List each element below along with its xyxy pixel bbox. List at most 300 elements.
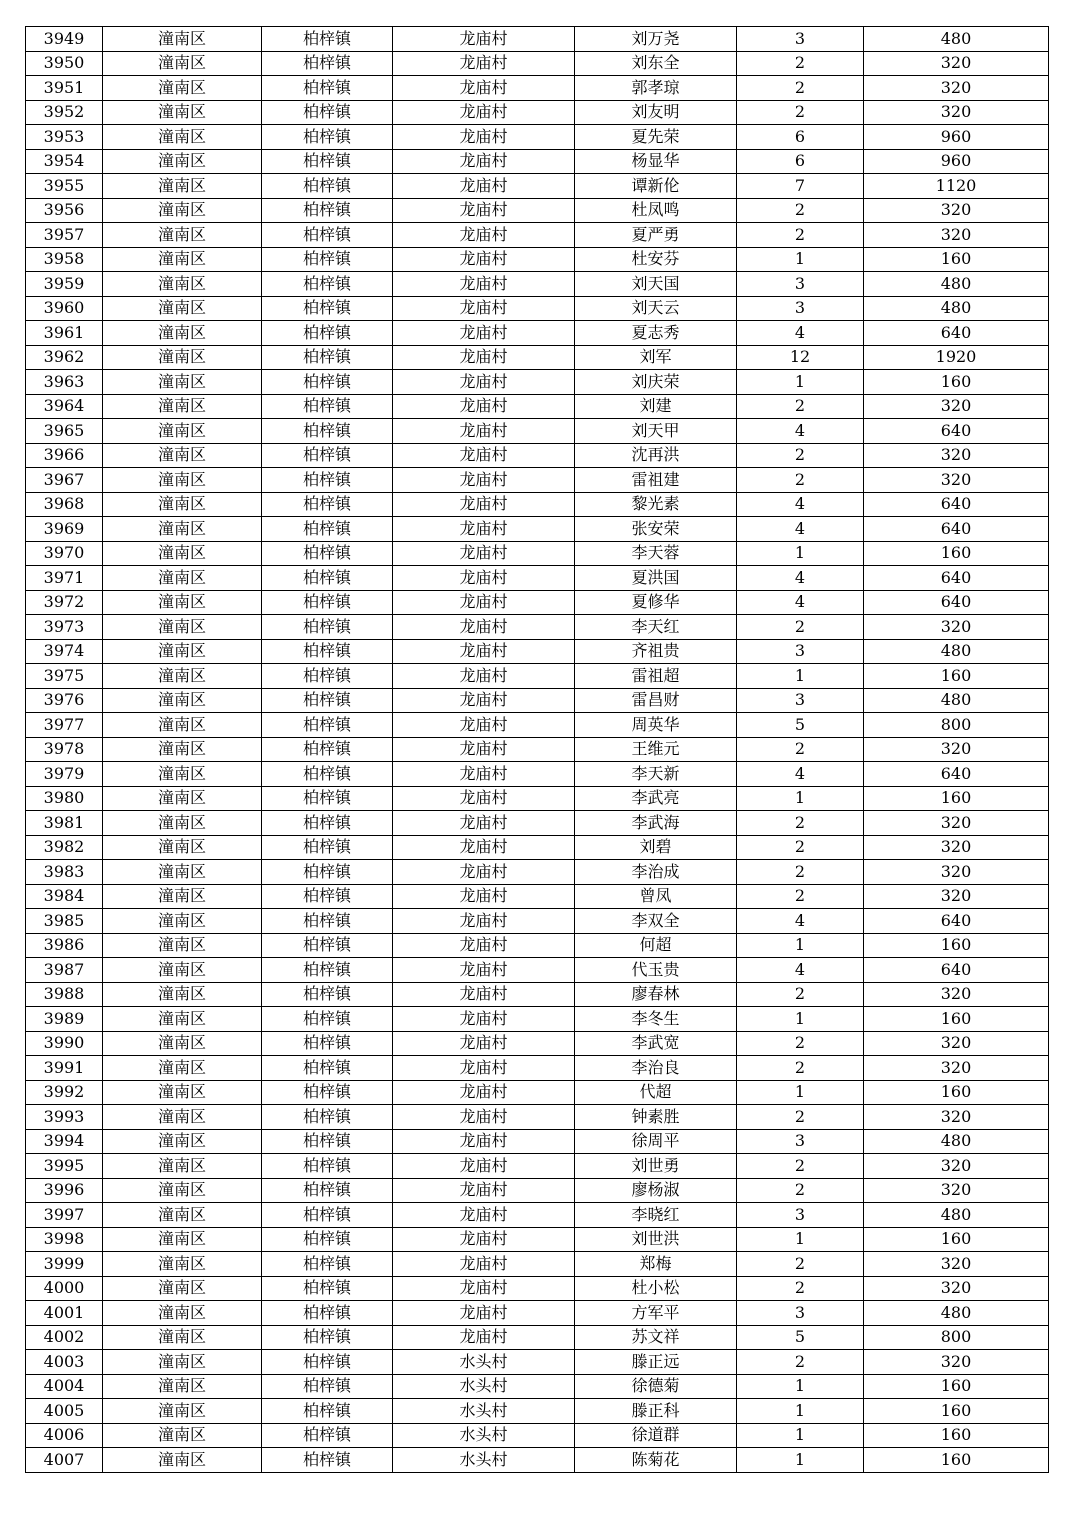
serial-number-cell: 4001 (26, 1301, 103, 1326)
household-size-cell: 2 (737, 615, 864, 640)
amount-cell: 160 (864, 1448, 1049, 1473)
village-cell: 龙庙村 (393, 713, 575, 738)
serial-number-cell: 3971 (26, 566, 103, 591)
serial-number-cell: 3968 (26, 492, 103, 517)
serial-number-cell: 3974 (26, 639, 103, 664)
town-cell: 柏梓镇 (262, 786, 393, 811)
village-cell: 龙庙村 (393, 1276, 575, 1301)
household-size-cell: 1 (737, 664, 864, 689)
town-cell: 柏梓镇 (262, 982, 393, 1007)
town-cell: 柏梓镇 (262, 1325, 393, 1350)
village-cell: 龙庙村 (393, 982, 575, 1007)
name-cell: 代玉贵 (575, 958, 737, 983)
table-row (26, 1301, 1049, 1326)
district-cell: 潼南区 (103, 860, 262, 885)
table-row (26, 125, 1049, 150)
district-cell: 潼南区 (103, 786, 262, 811)
town-cell: 柏梓镇 (262, 639, 393, 664)
table-row (26, 958, 1049, 983)
serial-number-cell: 3986 (26, 933, 103, 958)
amount-cell: 320 (864, 884, 1049, 909)
district-cell: 潼南区 (103, 149, 262, 174)
household-size-cell: 4 (737, 566, 864, 591)
district-cell: 潼南区 (103, 713, 262, 738)
household-size-cell: 1 (737, 1448, 864, 1473)
table-row (26, 321, 1049, 346)
amount-cell: 1920 (864, 345, 1049, 370)
name-cell: 徐道群 (575, 1423, 737, 1448)
town-cell: 柏梓镇 (262, 884, 393, 909)
district-cell: 潼南区 (103, 125, 262, 150)
amount-cell: 480 (864, 1129, 1049, 1154)
household-size-cell: 2 (737, 884, 864, 909)
household-size-cell: 2 (737, 100, 864, 125)
district-cell: 潼南区 (103, 198, 262, 223)
amount-cell: 320 (864, 860, 1049, 885)
amount-cell: 960 (864, 125, 1049, 150)
district-cell: 潼南区 (103, 615, 262, 640)
table-row (26, 345, 1049, 370)
district-cell: 潼南区 (103, 1276, 262, 1301)
district-cell: 潼南区 (103, 394, 262, 419)
village-cell: 龙庙村 (393, 247, 575, 272)
amount-cell: 800 (864, 1325, 1049, 1350)
town-cell: 柏梓镇 (262, 713, 393, 738)
district-cell: 潼南区 (103, 1423, 262, 1448)
village-cell: 龙庙村 (393, 1154, 575, 1179)
household-size-cell: 5 (737, 713, 864, 738)
table-row (26, 762, 1049, 787)
town-cell: 柏梓镇 (262, 1178, 393, 1203)
table-row (26, 296, 1049, 321)
serial-number-cell: 3961 (26, 321, 103, 346)
household-size-cell: 3 (737, 272, 864, 297)
name-cell: 郭孝琼 (575, 76, 737, 101)
district-cell: 潼南区 (103, 688, 262, 713)
amount-cell: 320 (864, 1350, 1049, 1375)
district-cell: 潼南区 (103, 468, 262, 493)
district-cell: 潼南区 (103, 1080, 262, 1105)
amount-cell: 160 (864, 1374, 1049, 1399)
household-size-cell: 1 (737, 247, 864, 272)
town-cell: 柏梓镇 (262, 1154, 393, 1179)
name-cell: 夏洪国 (575, 566, 737, 591)
name-cell: 黎光素 (575, 492, 737, 517)
table-row (26, 198, 1049, 223)
roster-table (25, 26, 1049, 1473)
household-size-cell: 2 (737, 443, 864, 468)
name-cell: 雷祖建 (575, 468, 737, 493)
village-cell: 龙庙村 (393, 100, 575, 125)
amount-cell: 640 (864, 321, 1049, 346)
amount-cell: 640 (864, 419, 1049, 444)
name-cell: 刘建 (575, 394, 737, 419)
serial-number-cell: 3958 (26, 247, 103, 272)
amount-cell: 160 (864, 1423, 1049, 1448)
serial-number-cell: 3979 (26, 762, 103, 787)
serial-number-cell: 3952 (26, 100, 103, 125)
name-cell: 滕正远 (575, 1350, 737, 1375)
name-cell: 李冬生 (575, 1007, 737, 1032)
town-cell: 柏梓镇 (262, 835, 393, 860)
serial-number-cell: 4003 (26, 1350, 103, 1375)
serial-number-cell: 3987 (26, 958, 103, 983)
amount-cell: 320 (864, 100, 1049, 125)
village-cell: 龙庙村 (393, 272, 575, 297)
serial-number-cell: 3966 (26, 443, 103, 468)
name-cell: 李治良 (575, 1056, 737, 1081)
household-size-cell: 1 (737, 541, 864, 566)
town-cell: 柏梓镇 (262, 394, 393, 419)
household-size-cell: 2 (737, 1154, 864, 1179)
name-cell: 齐祖贵 (575, 639, 737, 664)
village-cell: 龙庙村 (393, 492, 575, 517)
village-cell: 龙庙村 (393, 51, 575, 76)
household-size-cell: 2 (737, 76, 864, 101)
town-cell: 柏梓镇 (262, 174, 393, 199)
table-row (26, 492, 1049, 517)
table-row (26, 933, 1049, 958)
household-size-cell: 2 (737, 982, 864, 1007)
name-cell: 杜凤鸣 (575, 198, 737, 223)
name-cell: 何超 (575, 933, 737, 958)
name-cell: 刘天国 (575, 272, 737, 297)
town-cell: 柏梓镇 (262, 1350, 393, 1375)
name-cell: 刘天甲 (575, 419, 737, 444)
village-cell: 龙庙村 (393, 468, 575, 493)
table-row (26, 1325, 1049, 1350)
amount-cell: 480 (864, 639, 1049, 664)
table-row (26, 811, 1049, 836)
serial-number-cell: 3973 (26, 615, 103, 640)
amount-cell: 320 (864, 1252, 1049, 1277)
serial-number-cell: 3998 (26, 1227, 103, 1252)
town-cell: 柏梓镇 (262, 664, 393, 689)
village-cell: 龙庙村 (393, 345, 575, 370)
table-row (26, 1178, 1049, 1203)
table-row (26, 1252, 1049, 1277)
village-cell: 龙庙村 (393, 884, 575, 909)
household-size-cell: 4 (737, 762, 864, 787)
village-cell: 龙庙村 (393, 1252, 575, 1277)
amount-cell: 160 (864, 786, 1049, 811)
serial-number-cell: 3967 (26, 468, 103, 493)
table-row (26, 1154, 1049, 1179)
table-row (26, 737, 1049, 762)
name-cell: 徐德菊 (575, 1374, 737, 1399)
amount-cell: 320 (864, 443, 1049, 468)
table-row (26, 860, 1049, 885)
village-cell: 龙庙村 (393, 125, 575, 150)
amount-cell: 320 (864, 1105, 1049, 1130)
serial-number-cell: 3994 (26, 1129, 103, 1154)
name-cell: 张安荣 (575, 517, 737, 542)
serial-number-cell: 3950 (26, 51, 103, 76)
name-cell: 刘东全 (575, 51, 737, 76)
village-cell: 龙庙村 (393, 419, 575, 444)
serial-number-cell: 3951 (26, 76, 103, 101)
district-cell: 潼南区 (103, 223, 262, 248)
district-cell: 潼南区 (103, 737, 262, 762)
household-size-cell: 6 (737, 125, 864, 150)
town-cell: 柏梓镇 (262, 1203, 393, 1228)
town-cell: 柏梓镇 (262, 860, 393, 885)
village-cell: 龙庙村 (393, 1227, 575, 1252)
serial-number-cell: 3985 (26, 909, 103, 934)
name-cell: 徐周平 (575, 1129, 737, 1154)
serial-number-cell: 4007 (26, 1448, 103, 1473)
serial-number-cell: 3964 (26, 394, 103, 419)
name-cell: 周英华 (575, 713, 737, 738)
amount-cell: 1120 (864, 174, 1049, 199)
household-size-cell: 4 (737, 590, 864, 615)
district-cell: 潼南区 (103, 1056, 262, 1081)
town-cell: 柏梓镇 (262, 345, 393, 370)
serial-number-cell: 3995 (26, 1154, 103, 1179)
household-size-cell: 2 (737, 1056, 864, 1081)
household-size-cell: 4 (737, 909, 864, 934)
village-cell: 龙庙村 (393, 1080, 575, 1105)
household-size-cell: 2 (737, 223, 864, 248)
table-row (26, 835, 1049, 860)
household-size-cell: 1 (737, 933, 864, 958)
town-cell: 柏梓镇 (262, 590, 393, 615)
amount-cell: 640 (864, 909, 1049, 934)
district-cell: 潼南区 (103, 933, 262, 958)
district-cell: 潼南区 (103, 76, 262, 101)
household-size-cell: 2 (737, 835, 864, 860)
amount-cell: 800 (864, 713, 1049, 738)
district-cell: 潼南区 (103, 443, 262, 468)
district-cell: 潼南区 (103, 811, 262, 836)
name-cell: 雷祖超 (575, 664, 737, 689)
village-cell: 龙庙村 (393, 1031, 575, 1056)
town-cell: 柏梓镇 (262, 321, 393, 346)
town-cell: 柏梓镇 (262, 419, 393, 444)
household-size-cell: 3 (737, 1129, 864, 1154)
village-cell: 水头村 (393, 1423, 575, 1448)
amount-cell: 480 (864, 1301, 1049, 1326)
town-cell: 柏梓镇 (262, 1031, 393, 1056)
table-row (26, 909, 1049, 934)
serial-number-cell: 3991 (26, 1056, 103, 1081)
town-cell: 柏梓镇 (262, 272, 393, 297)
district-cell: 潼南区 (103, 174, 262, 199)
amount-cell: 320 (864, 468, 1049, 493)
table-row (26, 174, 1049, 199)
table-row (26, 1007, 1049, 1032)
district-cell: 潼南区 (103, 492, 262, 517)
district-cell: 潼南区 (103, 100, 262, 125)
name-cell: 郑梅 (575, 1252, 737, 1277)
name-cell: 夏先荣 (575, 125, 737, 150)
town-cell: 柏梓镇 (262, 468, 393, 493)
serial-number-cell: 3988 (26, 982, 103, 1007)
table-row (26, 1129, 1049, 1154)
town-cell: 柏梓镇 (262, 909, 393, 934)
village-cell: 龙庙村 (393, 174, 575, 199)
district-cell: 潼南区 (103, 1154, 262, 1179)
amount-cell: 480 (864, 27, 1049, 52)
serial-number-cell: 3955 (26, 174, 103, 199)
household-size-cell: 2 (737, 468, 864, 493)
village-cell: 龙庙村 (393, 198, 575, 223)
district-cell: 潼南区 (103, 1031, 262, 1056)
district-cell: 潼南区 (103, 345, 262, 370)
name-cell: 代超 (575, 1080, 737, 1105)
serial-number-cell: 3981 (26, 811, 103, 836)
table-row (26, 1399, 1049, 1424)
town-cell: 柏梓镇 (262, 443, 393, 468)
town-cell: 柏梓镇 (262, 541, 393, 566)
household-size-cell: 4 (737, 517, 864, 542)
table-row (26, 27, 1049, 52)
amount-cell: 320 (864, 1178, 1049, 1203)
amount-cell: 480 (864, 272, 1049, 297)
town-cell: 柏梓镇 (262, 492, 393, 517)
household-size-cell: 4 (737, 492, 864, 517)
name-cell: 刘军 (575, 345, 737, 370)
serial-number-cell: 3993 (26, 1105, 103, 1130)
name-cell: 李武海 (575, 811, 737, 836)
name-cell: 夏严勇 (575, 223, 737, 248)
town-cell: 柏梓镇 (262, 1080, 393, 1105)
household-size-cell: 2 (737, 1350, 864, 1375)
village-cell: 龙庙村 (393, 639, 575, 664)
district-cell: 潼南区 (103, 1105, 262, 1130)
district-cell: 潼南区 (103, 272, 262, 297)
serial-number-cell: 3996 (26, 1178, 103, 1203)
town-cell: 柏梓镇 (262, 1056, 393, 1081)
table-row (26, 639, 1049, 664)
town-cell: 柏梓镇 (262, 737, 393, 762)
household-size-cell: 1 (737, 1080, 864, 1105)
table-row (26, 884, 1049, 909)
name-cell: 廖杨淑 (575, 1178, 737, 1203)
table-row (26, 272, 1049, 297)
table-row (26, 247, 1049, 272)
village-cell: 龙庙村 (393, 909, 575, 934)
village-cell: 龙庙村 (393, 737, 575, 762)
district-cell: 潼南区 (103, 51, 262, 76)
table-row (26, 443, 1049, 468)
district-cell: 潼南区 (103, 982, 262, 1007)
village-cell: 龙庙村 (393, 443, 575, 468)
table-row (26, 100, 1049, 125)
town-cell: 柏梓镇 (262, 125, 393, 150)
serial-number-cell: 3970 (26, 541, 103, 566)
amount-cell: 320 (864, 737, 1049, 762)
serial-number-cell: 4005 (26, 1399, 103, 1424)
amount-cell: 320 (864, 1031, 1049, 1056)
district-cell: 潼南区 (103, 1227, 262, 1252)
table-row (26, 1276, 1049, 1301)
household-size-cell: 2 (737, 394, 864, 419)
amount-cell: 480 (864, 1203, 1049, 1228)
household-size-cell: 7 (737, 174, 864, 199)
serial-number-cell: 3978 (26, 737, 103, 762)
name-cell: 刘天云 (575, 296, 737, 321)
town-cell: 柏梓镇 (262, 517, 393, 542)
household-size-cell: 6 (737, 149, 864, 174)
name-cell: 滕正科 (575, 1399, 737, 1424)
table-row (26, 394, 1049, 419)
name-cell: 刘友明 (575, 100, 737, 125)
table-row (26, 1227, 1049, 1252)
name-cell: 李天新 (575, 762, 737, 787)
village-cell: 龙庙村 (393, 786, 575, 811)
amount-cell: 480 (864, 296, 1049, 321)
serial-number-cell: 3997 (26, 1203, 103, 1228)
household-size-cell: 4 (737, 321, 864, 346)
district-cell: 潼南区 (103, 296, 262, 321)
town-cell: 柏梓镇 (262, 27, 393, 52)
town-cell: 柏梓镇 (262, 51, 393, 76)
town-cell: 柏梓镇 (262, 223, 393, 248)
amount-cell: 160 (864, 247, 1049, 272)
town-cell: 柏梓镇 (262, 933, 393, 958)
amount-cell: 160 (864, 664, 1049, 689)
household-size-cell: 2 (737, 1105, 864, 1130)
amount-cell: 160 (864, 1399, 1049, 1424)
serial-number-cell: 3953 (26, 125, 103, 150)
serial-number-cell: 3956 (26, 198, 103, 223)
district-cell: 潼南区 (103, 1350, 262, 1375)
name-cell: 杜小松 (575, 1276, 737, 1301)
village-cell: 龙庙村 (393, 590, 575, 615)
name-cell: 刘万尧 (575, 27, 737, 52)
household-size-cell: 3 (737, 639, 864, 664)
household-size-cell: 5 (737, 1325, 864, 1350)
district-cell: 潼南区 (103, 664, 262, 689)
district-cell: 潼南区 (103, 1252, 262, 1277)
amount-cell: 160 (864, 1227, 1049, 1252)
district-cell: 潼南区 (103, 1448, 262, 1473)
village-cell: 水头村 (393, 1374, 575, 1399)
serial-number-cell: 3984 (26, 884, 103, 909)
serial-number-cell: 3990 (26, 1031, 103, 1056)
district-cell: 潼南区 (103, 566, 262, 591)
district-cell: 潼南区 (103, 247, 262, 272)
district-cell: 潼南区 (103, 1301, 262, 1326)
table-row (26, 1056, 1049, 1081)
serial-number-cell: 3972 (26, 590, 103, 615)
district-cell: 潼南区 (103, 590, 262, 615)
town-cell: 柏梓镇 (262, 762, 393, 787)
village-cell: 龙庙村 (393, 1007, 575, 1032)
serial-number-cell: 4004 (26, 1374, 103, 1399)
serial-number-cell: 4002 (26, 1325, 103, 1350)
village-cell: 龙庙村 (393, 688, 575, 713)
name-cell: 李双全 (575, 909, 737, 934)
household-size-cell: 2 (737, 1252, 864, 1277)
name-cell: 杨显华 (575, 149, 737, 174)
household-size-cell: 1 (737, 1399, 864, 1424)
table-row (26, 51, 1049, 76)
table-row (26, 517, 1049, 542)
district-cell: 潼南区 (103, 762, 262, 787)
village-cell: 龙庙村 (393, 1129, 575, 1154)
name-cell: 刘碧 (575, 835, 737, 860)
name-cell: 夏修华 (575, 590, 737, 615)
household-size-cell: 3 (737, 688, 864, 713)
town-cell: 柏梓镇 (262, 811, 393, 836)
table-row (26, 713, 1049, 738)
town-cell: 柏梓镇 (262, 1374, 393, 1399)
amount-cell: 640 (864, 762, 1049, 787)
village-cell: 龙庙村 (393, 566, 575, 591)
serial-number-cell: 3983 (26, 860, 103, 885)
